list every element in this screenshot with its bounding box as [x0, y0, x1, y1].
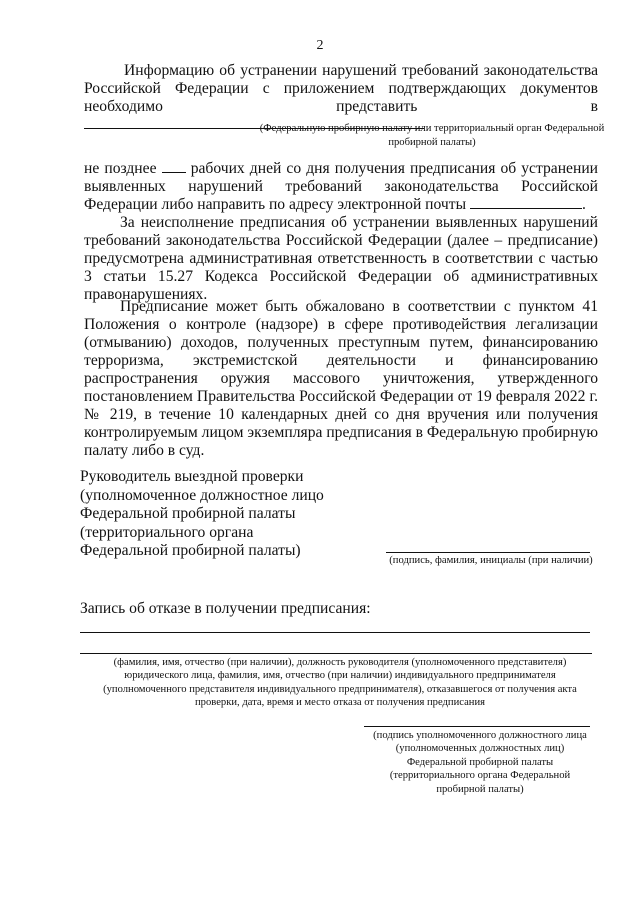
recipient-note: [252, 122, 612, 150]
refusal-entry-line: [80, 632, 590, 633]
paragraph-deadline: [84, 160, 598, 214]
official-caption-line: пробирной палаты): [436, 783, 524, 795]
refusal-caption-line: проверки, дата, время и место отказа от получения предписания: [195, 697, 485, 709]
signature-block-line: Руководитель выездной проверки: [80, 468, 304, 485]
email-blank: [470, 196, 582, 209]
page-number: 2: [316, 38, 324, 53]
signature-block-line: (территориального органа: [80, 523, 254, 541]
refusal-caption-line: (уполномоченного представителя индивидуального предпринимателя), отказавшегося от получения акта: [103, 683, 577, 695]
signature-caption: (подпись, фамилия, инициалы (при наличии): [389, 555, 593, 566]
deadline-text-end: .: [581, 196, 586, 213]
official-caption-line: Федеральной пробирной палаты: [406, 756, 554, 768]
signature-block-line: Федеральной пробирной палаты: [80, 505, 296, 522]
official-caption-line: (уполномоченных должностных лиц): [395, 743, 565, 755]
paragraph-submission-text: Информацию об устранении нарушений требований законодательства Российской Федерации с приложением подтверждающих документов необходимо представить в: [84, 62, 598, 115]
deadline-text-main: рабочих дней со дня получения предписания об устранении выявленных нарушений требований законодательства Российской Федерации либо направить по адресу электронной почты: [84, 160, 599, 213]
days-count-blank: [162, 160, 186, 173]
official-signature-caption: [360, 729, 600, 796]
paragraph-liability: За неисполнение предписания об устранении выявленных нарушений требований законодательства Российской Федерации (далее – предписание) предусмотрена административная ответственность в соответствии с частью 3 статьи 15.27 Кодекса Российской Федерации об административных правонарушениях.: [84, 214, 598, 303]
recipient-note-line: пробирной палаты): [388, 137, 476, 148]
refusal-caption-line: юридического лица, фамилия, имя, отчество (при наличии) индивидуального предпринимателя: [124, 670, 556, 682]
official-signature-line: [364, 726, 590, 727]
official-caption-line: (территориального органа Федеральной: [389, 770, 571, 782]
deadline-text-start: не позднее: [84, 160, 157, 177]
signature-block-line: Федеральной пробирной палаты): [80, 542, 301, 559]
refusal-entry-line: [80, 653, 592, 654]
refusal-caption: [80, 656, 600, 710]
signature-line: [386, 552, 590, 553]
refusal-caption-line: (фамилия, имя, отчество (при наличии), должность руководителя (уполномоченного представителя): [113, 657, 567, 668]
signature-block-line: (уполномоченное должностное лицо: [80, 486, 324, 504]
official-caption-line: (подпись уполномоченного должностного лица: [373, 730, 587, 741]
paragraph-appeal: Предписание может быть обжаловано в соответствии с пунктом 41 Положения о контроле (надзоре) в сфере противодействия легализации (отмыванию) доходов, полученных преступным путем, финансированию терроризма, экстремистской деятельности и финансированию распространения оружия массового уничтожения, утвержденного постановлением Правительства Российской Федерации от 19 февраля 2022 г. № 219, в течение 10 календарных дней со дня вручения или получения контролируемым лицом экземпляра предписания в Федеральную пробирную палату либо в суд.: [84, 298, 598, 459]
recipient-note-line: (Федеральную пробирную палату или территориальный орган Федеральной: [259, 123, 605, 134]
inspection-head-signature-block: [80, 468, 380, 561]
refusal-heading: Запись об отказе в получении предписания:: [80, 600, 371, 617]
